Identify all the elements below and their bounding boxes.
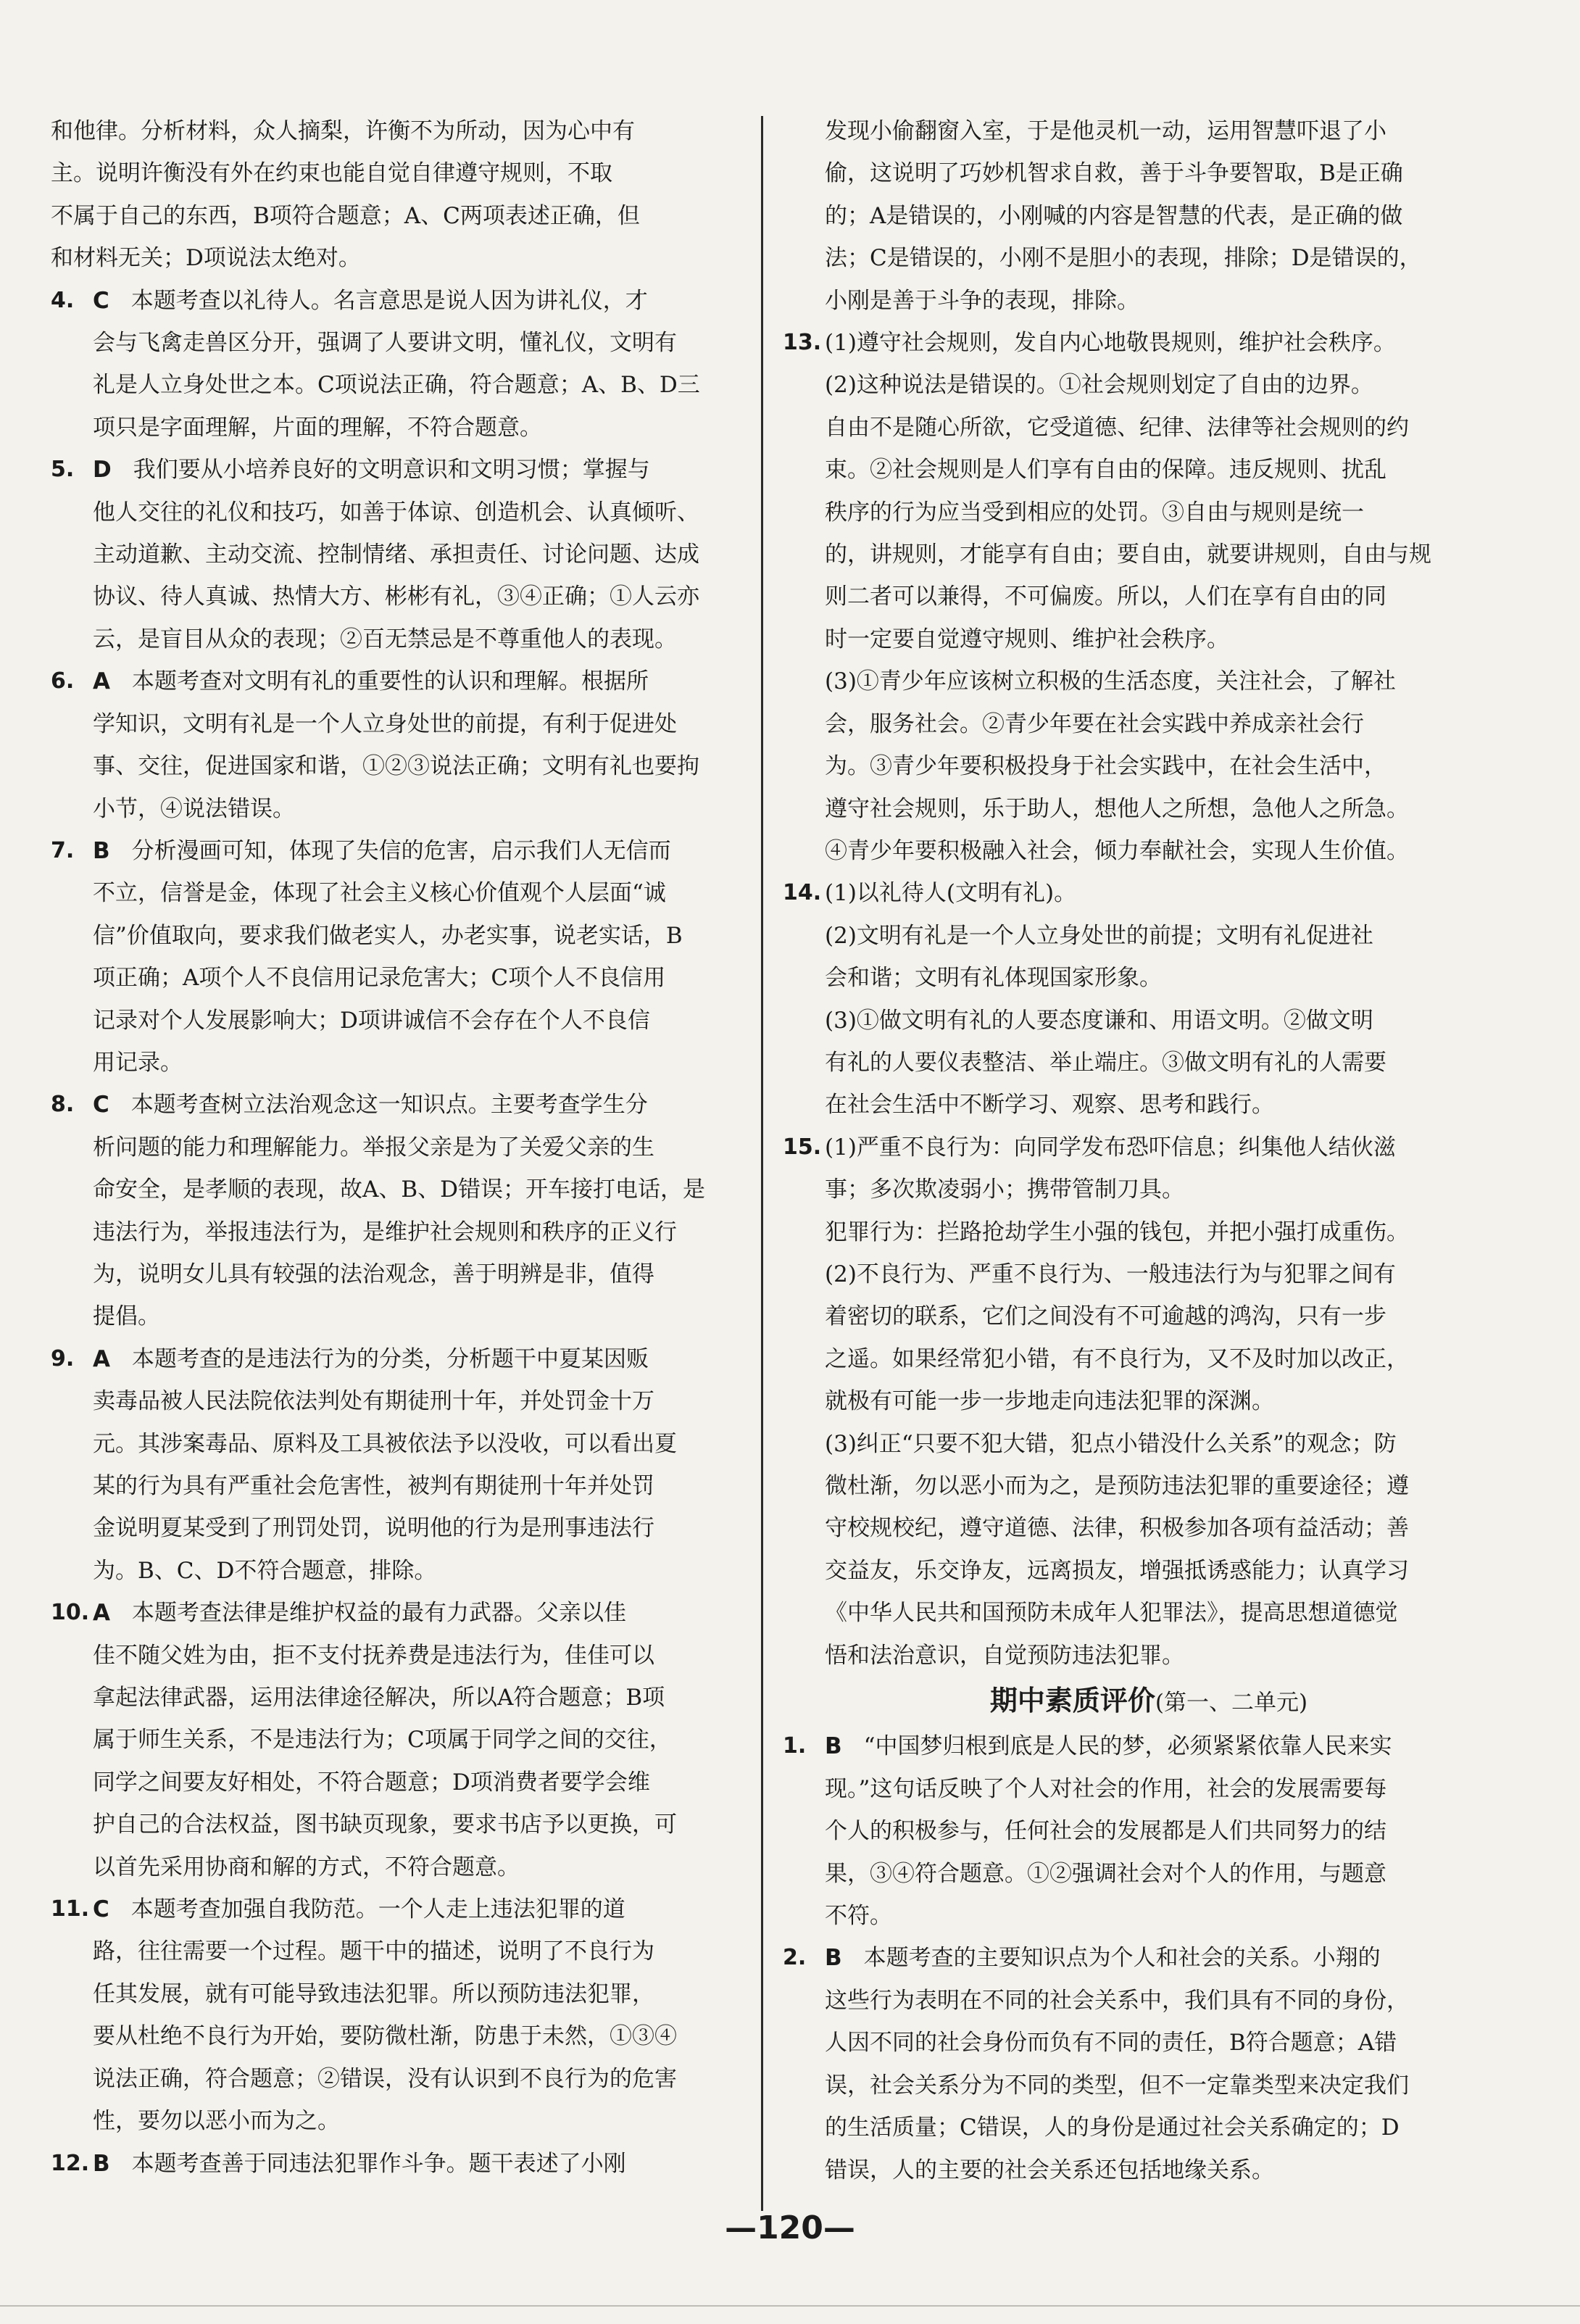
line-text: 微杜渐，勿以恶小而为之，是预防违法犯罪的重要途径；遵 bbox=[825, 1473, 1409, 1499]
line-text: (3)纠正“只要不犯大错，犯点小错没什么关系”的观念；防 bbox=[825, 1430, 1397, 1457]
text-line bbox=[51, 1465, 747, 1507]
text-line bbox=[783, 1853, 1515, 1895]
question-number: 5. bbox=[51, 457, 75, 483]
line-text: 项只是字面理解，片面的理解，不符合题意。 bbox=[93, 414, 542, 441]
text-line bbox=[783, 2107, 1515, 2149]
line-text: 协议、待人真诚、热情大方、彬彬有礼，③④正确；①人云亦 bbox=[93, 584, 699, 610]
line-text: 法；C是错误的，小刚不是胆小的表现，排除；D是错误的， bbox=[825, 245, 1422, 272]
answer-choice: A bbox=[93, 668, 110, 695]
text-line bbox=[783, 1635, 1515, 1677]
question-number: 7. bbox=[51, 837, 75, 863]
text-line bbox=[51, 407, 747, 449]
text-line bbox=[783, 152, 1515, 194]
column-divider bbox=[761, 116, 763, 2211]
line-text: 发现小偷翻窗入室，于是他灵机一动，运用智慧吓退了小 bbox=[825, 118, 1386, 144]
question-number: 13. bbox=[783, 330, 822, 356]
question-number: 9. bbox=[51, 1345, 75, 1371]
text-line bbox=[783, 1042, 1515, 1084]
question-number: 4. bbox=[51, 287, 75, 313]
question-number: 11. bbox=[51, 1896, 90, 1922]
line-text: (1)严重不良行为：向同学发布恐吓信息；纠集他人结伙滋 bbox=[825, 1134, 1396, 1161]
line-text: 则二者可以兼得，不可偏废。所以，人们在享有自由的同 bbox=[825, 584, 1386, 610]
answer-choice: C bbox=[93, 287, 109, 314]
question-number: 1. bbox=[783, 1733, 807, 1759]
bottom-rule bbox=[0, 2305, 1580, 2307]
line-text: 元。其涉案毒品、原料及工具被依法予以没收，可以看出夏 bbox=[93, 1430, 677, 1457]
text-line bbox=[783, 280, 1515, 322]
text-line bbox=[51, 1000, 747, 1042]
answer-item-start bbox=[783, 322, 1515, 364]
text-line bbox=[51, 1253, 747, 1295]
answer-item-start bbox=[51, 1338, 747, 1380]
line-text: 守校规校纪，遵守道德、法律，积极参加各项有益活动；善 bbox=[825, 1515, 1409, 1542]
question-number: 15. bbox=[783, 1134, 822, 1160]
section-subtitle: (第一、二单元) bbox=[1155, 1690, 1308, 1717]
text-line bbox=[51, 1042, 747, 1084]
text-line bbox=[51, 618, 747, 660]
text-line bbox=[783, 110, 1515, 152]
answer-item-start bbox=[51, 449, 747, 491]
answer-choice: B bbox=[93, 837, 110, 864]
line-text: 束。②社会规则是人们享有自由的保障。违反规则、扰乱 bbox=[825, 457, 1386, 484]
text-line bbox=[783, 1895, 1515, 1937]
text-line bbox=[51, 2100, 747, 2142]
text-line bbox=[51, 491, 747, 534]
line-text: 《中华人民共和国预防未成年人犯罪法》，提高思想道德觉 bbox=[825, 1600, 1398, 1627]
text-line bbox=[51, 745, 747, 787]
text-line bbox=[51, 1635, 747, 1677]
line-text: 之遥。如果经常犯小错，有不良行为，又不及时加以改正， bbox=[825, 1345, 1409, 1372]
text-line bbox=[783, 1810, 1515, 1852]
right-column bbox=[783, 110, 1515, 2191]
text-line bbox=[783, 1768, 1515, 1810]
line-text: 主。说明许衡没有外在约束也能自觉自律遵守规则，不取 bbox=[51, 160, 612, 187]
line-text: 在社会生活中不断学习、观察、思考和践行。 bbox=[825, 1092, 1274, 1119]
answer-choice: C bbox=[93, 1092, 109, 1119]
line-text: 云，是盲目从众的表现；②百无禁忌是不尊重他人的表现。 bbox=[93, 626, 677, 652]
line-text: 为。B、C、D不符合题意，排除。 bbox=[93, 1557, 437, 1584]
line-text: 悟和法治意识，自觉预防违法犯罪。 bbox=[825, 1642, 1184, 1669]
text-line bbox=[783, 1253, 1515, 1295]
text-line bbox=[783, 703, 1515, 745]
text-line bbox=[783, 449, 1515, 491]
answer-item-start bbox=[783, 1725, 1515, 1767]
question-number: 2. bbox=[783, 1945, 807, 1971]
text-line bbox=[783, 2022, 1515, 2064]
line-text: 小节，④说法错误。 bbox=[93, 795, 295, 822]
line-text: 本题考查善于同违法犯罪作斗争。题干表述了小刚 bbox=[131, 2150, 626, 2177]
answer-choice: A bbox=[93, 1345, 110, 1372]
line-text: (2)文明有礼是一个人立身处世的前提；文明有礼促进社 bbox=[825, 922, 1373, 949]
answer-choice: C bbox=[93, 1896, 109, 1923]
line-text: 秩序的行为应当受到相应的处罚。③自由与规则是统一 bbox=[825, 499, 1364, 526]
question-number: 6. bbox=[51, 668, 75, 694]
line-text: 路，往往需要一个过程。题干中的描述，说明了不良行为 bbox=[93, 1938, 654, 1965]
line-text: 和他律。分析材料，众人摘梨，许衡不为所动，因为心中有 bbox=[51, 118, 635, 144]
text-line bbox=[783, 1380, 1515, 1422]
text-line bbox=[51, 2015, 747, 2057]
answer-item-start bbox=[51, 830, 747, 872]
answer-choice: A bbox=[93, 1600, 110, 1627]
left-column bbox=[51, 110, 747, 2185]
text-line bbox=[51, 534, 747, 576]
text-line bbox=[51, 957, 747, 999]
line-text: 本题考查对文明有礼的重要性的认识和理解。根据所 bbox=[132, 668, 649, 695]
line-text: 性，要勿以恶小而为之。 bbox=[93, 2108, 340, 2135]
answer-item-start bbox=[783, 872, 1515, 914]
text-line bbox=[783, 534, 1515, 576]
text-line bbox=[51, 364, 747, 406]
text-line bbox=[783, 2149, 1515, 2191]
line-text: 时一定要自觉遵守规则、维护社会秩序。 bbox=[825, 626, 1229, 652]
line-text: 就极有可能一步一步地走向违法犯罪的深渊。 bbox=[825, 1388, 1274, 1415]
line-text: (2)不良行为、严重不良行为、一般违法行为与犯罪之间有 bbox=[825, 1261, 1396, 1287]
line-text: 金说明夏某受到了刑罚处罚，说明他的行为是刑事违法行 bbox=[93, 1515, 654, 1542]
section-heading bbox=[783, 1677, 1515, 1725]
line-text: 有礼的人要仪表整洁、举止端庄。③做文明有礼的人需要 bbox=[825, 1049, 1386, 1076]
line-text: 个人的积极参与，任何社会的发展都是人们共同努力的结 bbox=[825, 1818, 1386, 1845]
line-text: 的生活质量；C错误，人的身份是通过社会关系确定的；D bbox=[825, 2115, 1400, 2141]
text-line bbox=[51, 2058, 747, 2100]
answer-item-start bbox=[51, 2143, 747, 2185]
text-line bbox=[783, 1169, 1515, 1211]
line-text: 会与飞禽走兽区分开，强调了人要讲文明，懂礼仪，文明有 bbox=[93, 330, 677, 357]
text-line bbox=[51, 872, 747, 914]
text-line bbox=[51, 1380, 747, 1422]
answer-item-start bbox=[51, 660, 747, 702]
line-text: 事；多次欺凌弱小；携带管制刀具。 bbox=[825, 1176, 1184, 1203]
line-text: 他人交往的礼仪和技巧，如善于体谅、创造机会、认真倾听、 bbox=[93, 499, 699, 526]
answer-choice: B bbox=[825, 1733, 842, 1760]
line-text: 说法正确，符合题意；②错误，没有认识到不良行为的危害 bbox=[93, 2065, 677, 2092]
answer-choice: B bbox=[93, 2150, 110, 2177]
text-line bbox=[783, 2064, 1515, 2107]
line-text: 项正确；A项个人不良信用记录危害大；C项个人不良信用 bbox=[93, 965, 666, 992]
line-text: 拿起法律武器，运用法律途径解决，所以A符合题意；B项 bbox=[93, 1685, 665, 1711]
line-text: 用记录。 bbox=[93, 1049, 183, 1076]
line-text: 现。”这句话反映了个人对社会的作用，社会的发展需要每 bbox=[825, 1775, 1387, 1802]
text-line bbox=[783, 618, 1515, 660]
text-line bbox=[783, 915, 1515, 957]
line-text: 遵守社会规则，乐于助人，想他人之所想，急他人之所急。 bbox=[825, 795, 1409, 822]
answer-choice: D bbox=[93, 457, 112, 484]
question-number: 12. bbox=[51, 2150, 90, 2176]
section-title: 期中素质评价 bbox=[989, 1685, 1155, 1717]
line-text: 护自己的合法权益，图书缺页现象，要求书店予以更换，可 bbox=[93, 1812, 677, 1838]
line-text: 的；A是错误的，小刚喊的内容是智慧的代表，是正确的做 bbox=[825, 202, 1403, 229]
line-text: 主动道歉、主动交流、控制情绪、承担责任、讨论问题、达成 bbox=[93, 541, 699, 568]
text-line bbox=[783, 407, 1515, 449]
line-text: 我们要从小培养良好的文明意识和文明习惯；掌握与 bbox=[133, 457, 650, 484]
line-text: 不属于自己的东西，B项符合题意；A、C两项表述正确，但 bbox=[51, 202, 640, 229]
text-line bbox=[783, 1000, 1515, 1042]
line-text: 误，社会关系分为不同的类型，但不一定靠类型来决定我们 bbox=[825, 2072, 1409, 2099]
text-line bbox=[51, 1507, 747, 1549]
text-line bbox=[51, 322, 747, 364]
text-line bbox=[51, 1550, 747, 1592]
text-line bbox=[783, 1211, 1515, 1253]
line-text: 命安全，是孝顺的表现，故A、B、D错误；开车接打电话，是 bbox=[93, 1176, 706, 1203]
line-text: 记录对个人发展影响大；D项讲诚信不会存在个人不良信 bbox=[93, 1007, 650, 1034]
line-text: 属于师生关系，不是违法行为；C项属于同学之间的交往， bbox=[93, 1727, 672, 1754]
line-text: 本题考查以礼待人。名言意思是说人因为讲礼仪，才 bbox=[130, 287, 648, 314]
question-number: 10. bbox=[51, 1600, 90, 1626]
line-text: 会，服务社会。②青少年要在社会实践中养成亲社会行 bbox=[825, 710, 1364, 737]
text-line bbox=[783, 491, 1515, 534]
line-text: (1)遵守社会规则，发自内心地敬畏规则，维护社会秩序。 bbox=[825, 330, 1396, 357]
text-line bbox=[783, 1084, 1515, 1126]
text-line bbox=[51, 1677, 747, 1719]
line-text: 这些行为表明在不同的社会关系中，我们具有不同的身份， bbox=[825, 1987, 1409, 2014]
line-text: 析问题的能力和理解能力。举报父亲是为了关爱父亲的生 bbox=[93, 1134, 654, 1161]
text-line bbox=[51, 788, 747, 830]
text-line bbox=[51, 152, 747, 194]
text-line bbox=[783, 1592, 1515, 1634]
text-line bbox=[783, 745, 1515, 787]
line-text: 犯罪行为：拦路抢劫学生小强的钱包，并把小强打成重伤。 bbox=[825, 1219, 1409, 1245]
text-line bbox=[51, 110, 747, 152]
line-text: 学知识，文明有礼是一个人立身处世的前提，有利于促进处 bbox=[93, 710, 677, 737]
answer-choice: B bbox=[825, 1945, 842, 1972]
text-line bbox=[783, 1465, 1515, 1507]
line-text: 某的行为具有严重社会危害性，被判有期徒刑十年并处罚 bbox=[93, 1473, 654, 1499]
line-text: 任其发展，就有可能导致违法犯罪。所以预防违法犯罪， bbox=[93, 1980, 654, 2007]
line-text: (3)①青少年应该树立积极的生活态度，关注社会，了解社 bbox=[825, 668, 1396, 695]
line-text: 为。③青少年要积极投身于社会实践中，在社会生活中， bbox=[825, 753, 1386, 780]
text-line bbox=[783, 576, 1515, 618]
page-number: —120— bbox=[725, 2209, 855, 2246]
text-line bbox=[783, 364, 1515, 406]
text-line bbox=[51, 195, 747, 237]
line-text: ④青少年要积极融入社会，倾力奉献社会，实现人生价值。 bbox=[825, 837, 1409, 864]
line-text: (1)以礼待人(文明有礼)。 bbox=[825, 880, 1077, 907]
text-line bbox=[51, 1126, 747, 1169]
text-line bbox=[51, 1846, 747, 1888]
text-line bbox=[51, 1804, 747, 1846]
line-text: 着密切的联系，它们之间没有不可逾越的鸿沟，只有一步 bbox=[825, 1303, 1386, 1330]
line-text: 为，说明女儿具有较强的法治观念，善于明辨是非，值得 bbox=[93, 1261, 654, 1287]
line-text: 要从杜绝不良行为开始，要防微杜渐，防患于未然，①③④ bbox=[93, 2023, 677, 2050]
text-line bbox=[51, 1719, 747, 1761]
line-text: 不符。 bbox=[825, 1903, 892, 1930]
text-line bbox=[783, 1295, 1515, 1337]
line-text: 本题考查的是违法行为的分类，分析题干中夏某因贩 bbox=[132, 1345, 649, 1372]
line-text: 果，③④符合题意。①②强调社会对个人的作用，与题意 bbox=[825, 1860, 1386, 1887]
text-line bbox=[783, 1338, 1515, 1380]
question-number: 14. bbox=[783, 880, 822, 906]
text-line bbox=[51, 1423, 747, 1465]
line-text: 交益友，乐交诤友，远离损友，增强抵诱惑能力；认真学习 bbox=[825, 1557, 1409, 1584]
line-text: 佳不随父姓为由，拒不支付抚养费是违法行为，佳佳可以 bbox=[93, 1642, 654, 1669]
line-text: 错误，人的主要的社会关系还包括地缘关系。 bbox=[825, 2157, 1274, 2183]
text-line bbox=[783, 957, 1515, 999]
line-text: 本题考查法律是维护权益的最有力武器。父亲以佳 bbox=[132, 1600, 626, 1627]
line-text: 分析漫画可知，体现了失信的危害，启示我们人无信而 bbox=[131, 837, 671, 864]
line-text: 卖毒品被人民法院依法判处有期徒刑十年，并处罚金十万 bbox=[93, 1388, 654, 1415]
line-text: “中国梦归根到底是人民的梦，必须紧紧依靠人民来实 bbox=[863, 1733, 1392, 1760]
line-text: 不立，信誉是金，体现了社会主义核心价值观个人层面“诚 bbox=[93, 880, 666, 907]
answer-item-start bbox=[783, 1126, 1515, 1169]
line-text: 信”价值取向，要求我们做老实人，办老实事，说老实话，B bbox=[93, 922, 683, 949]
text-line bbox=[51, 1211, 747, 1253]
text-line bbox=[51, 1761, 747, 1804]
text-line bbox=[51, 1169, 747, 1211]
text-line bbox=[51, 1295, 747, 1337]
answer-item-start bbox=[51, 1592, 747, 1634]
line-text: 事、交往，促进国家和谐，①②③说法正确；文明有礼也要拘 bbox=[93, 753, 699, 780]
text-line bbox=[51, 1973, 747, 2015]
text-line bbox=[783, 660, 1515, 702]
answer-item-start bbox=[51, 1888, 747, 1930]
answer-item-start bbox=[51, 280, 747, 322]
text-line bbox=[783, 237, 1515, 279]
line-text: 会和谐；文明有礼体现国家形象。 bbox=[825, 965, 1162, 992]
text-line bbox=[783, 788, 1515, 830]
line-text: 提倡。 bbox=[93, 1303, 160, 1330]
answer-item-start bbox=[783, 1937, 1515, 1979]
text-line bbox=[783, 1507, 1515, 1549]
text-line bbox=[783, 1980, 1515, 2022]
line-text: (2)这种说法是错误的。①社会规则划定了自由的边界。 bbox=[825, 372, 1373, 399]
line-text: 礼是人立身处世之本。C项说法正确，符合题意；A、B、D三 bbox=[93, 372, 700, 399]
text-line bbox=[51, 703, 747, 745]
line-text: 本题考查加强自我防范。一个人走上违法犯罪的道 bbox=[130, 1896, 625, 1923]
line-text: 本题考查树立法治观念这一知识点。主要考查学生分 bbox=[130, 1092, 648, 1119]
text-line bbox=[783, 195, 1515, 237]
line-text: 自由不是随心所欲，它受道德、纪律、法律等社会规则的约 bbox=[825, 414, 1409, 441]
line-text: 同学之间要友好相处，不符合题意；D项消费者要学会维 bbox=[93, 1769, 650, 1796]
line-text: 和材料无关；D项说法太绝对。 bbox=[51, 245, 361, 272]
text-line bbox=[51, 576, 747, 618]
text-line bbox=[51, 915, 747, 957]
answer-item-start bbox=[51, 1084, 747, 1126]
text-line bbox=[51, 237, 747, 279]
line-text: 违法行为，举报违法行为，是维护社会规则和秩序的正义行 bbox=[93, 1219, 677, 1245]
text-line bbox=[51, 1930, 747, 1972]
text-line bbox=[783, 1423, 1515, 1465]
line-text: (3)①做文明有礼的人要态度谦和、用语文明。②做文明 bbox=[825, 1007, 1373, 1034]
text-line bbox=[783, 1550, 1515, 1592]
line-text: 人因不同的社会身份而负有不同的责任，B符合题意；A错 bbox=[825, 2030, 1397, 2057]
line-text: 本题考查的主要知识点为个人和社会的关系。小翔的 bbox=[863, 1945, 1381, 1972]
line-text: 的，讲规则，才能享有自由；要自由，就要讲规则，自由与规 bbox=[825, 541, 1431, 568]
line-text: 以首先采用协商和解的方式，不符合题意。 bbox=[93, 1854, 520, 1880]
line-text: 小刚是善于斗争的表现，排除。 bbox=[825, 287, 1139, 314]
text-line bbox=[783, 830, 1515, 872]
line-text: 偷，这说明了巧妙机智求自救，善于斗争要智取，B是正确 bbox=[825, 160, 1403, 187]
question-number: 8. bbox=[51, 1092, 75, 1118]
